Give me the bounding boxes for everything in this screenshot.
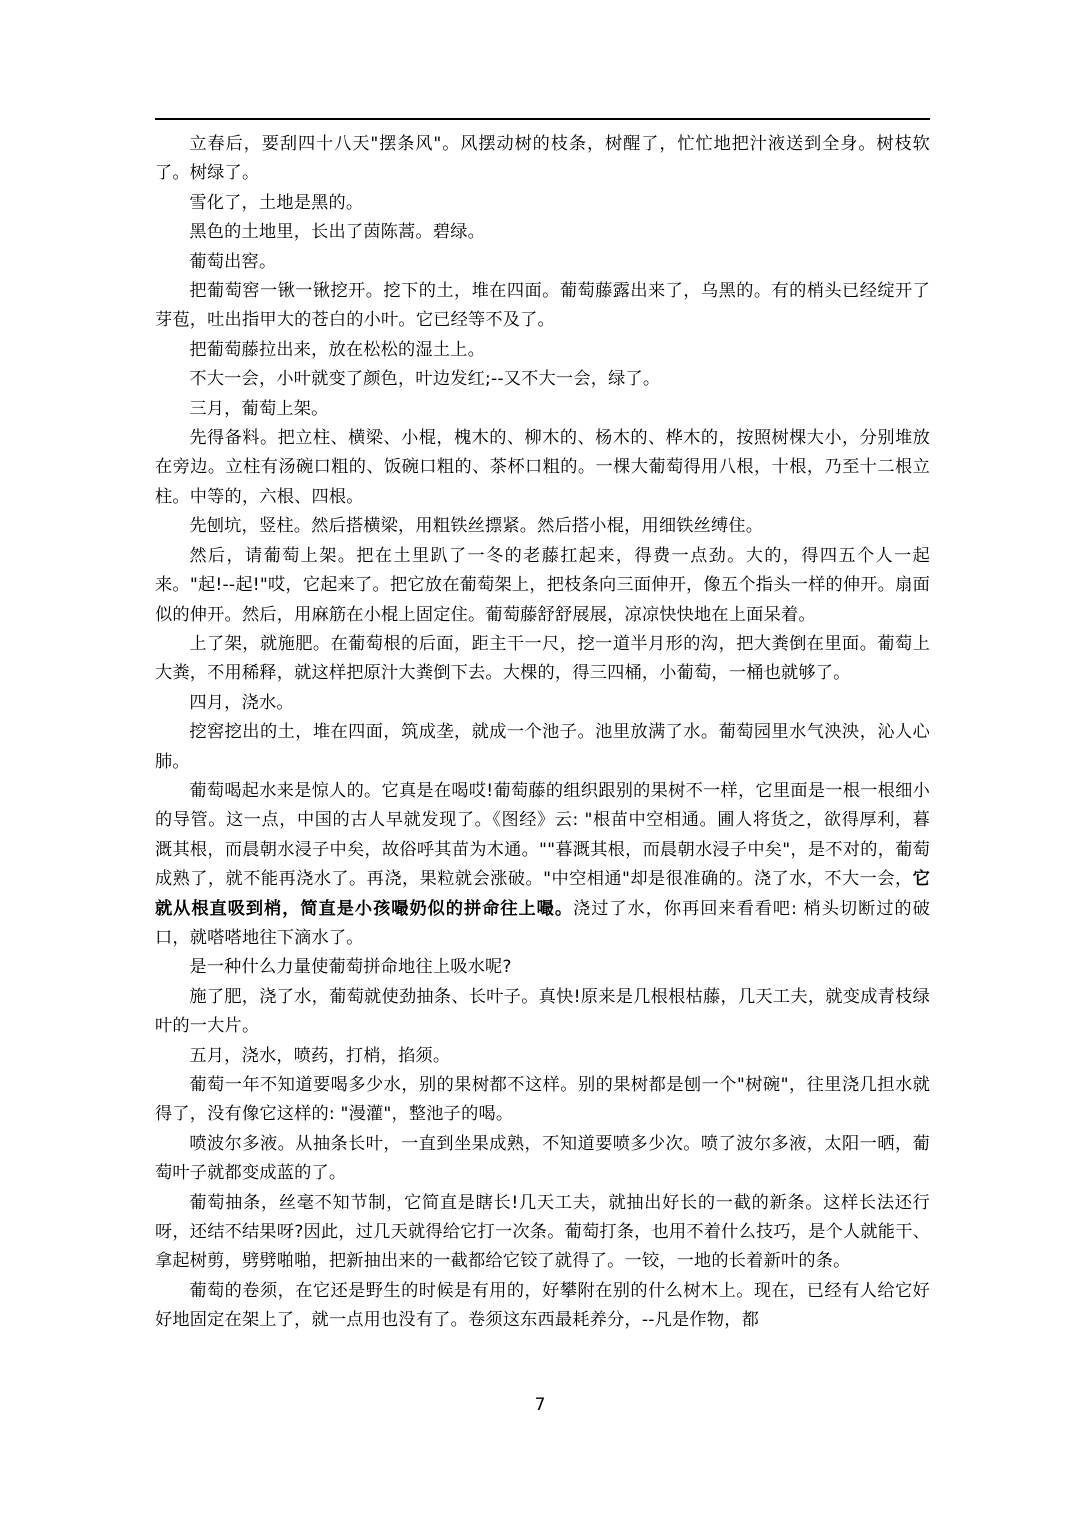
paragraph-with-emphasis — [155, 777, 930, 953]
paragraph: 四月，浇水。 — [189, 692, 294, 713]
paragraph: 不大一会，小叶就变了颜色，叶边发红;--又不大一会，绿了。 — [189, 369, 661, 390]
paragraph: 把葡萄窖一锹一锹挖开。挖下的土，堆在四面。葡萄藤露出来了，乌黑的。有的梢头已经绽开了芽苞，吐出指甲大的苍白的小叶。它已经等不及了。 — [155, 281, 930, 331]
paragraph-text-part1: 葡萄喝起水来是惊人的。它真是在喝哎!葡萄藤的组织跟别的果树不一样，它里面是一根一根细小的导管。这一点，中国的古人早就发现了。《图经》云: "根苗中空相通。圃人将货之，欲得厚利，暮溉其根，而晨朝水浸子中矣，故俗呼其苗为木通。""暮溉其根，而晨朝水浸子中矣"，是不对的，葡萄成熟了，就不能再浇水了。再浇，果粒就会涨破。"中空相通"却是很准确的。浇了水，不大一会， — [155, 780, 930, 890]
paragraph: 三月，葡萄上架。 — [189, 398, 329, 419]
paragraph: 先刨坑，竖柱。然后搭横梁，用粗铁丝摽紧。然后搭小棍，用细铁丝缚住。 — [189, 516, 764, 537]
page-number: 7 — [534, 1395, 546, 1415]
header-rule — [155, 118, 930, 120]
paragraph: 然后，请葡萄上架。把在土里趴了一冬的老藤扛起来，得费一点劲。大的，得四五个人一起来。"起!--起!"哎，它起来了。把它放在葡萄架上，把枝条向三面伸开，像五个指头一样的伸开。扇面似的伸开。然后，用麻筋在小棍上固定住。葡萄藤舒舒展展，凉凉快快地在上面呆着。 — [155, 545, 930, 625]
paragraph-text-part2: 浇过了水，你再回来看看吧: 梢头切断过的破口，就嗒嗒地往下滴水了。 — [155, 898, 930, 948]
paragraph: 是一种什么力量使葡萄拼命地往上吸水呢? — [189, 957, 512, 978]
paragraph: 上了架，就施肥。在葡萄根的后面，距主干一尺，挖一道半月形的沟，把大粪倒在里面。葡萄上大粪，不用稀释，就这样把原汁大粪倒下去。大棵的，得三四桶，小葡萄，一桶也就够了。 — [155, 633, 930, 684]
paragraph: 五月，浇水，喷药，打梢，掐须。 — [189, 1045, 451, 1066]
paragraph: 黑色的土地里，长出了茵陈蒿。碧绿。 — [189, 222, 485, 243]
paragraph: 葡萄抽条，丝毫不知节制，它简直是瞎长!几天工夫，就抽出好长的一截的新条。这样长法还行呀，还结不结果呀?因此，过几天就得给它打一次条。葡萄打条，也用不着什么技巧，是个人就能干、拿起树剪，劈劈啪啪，把新抽出来的一截都给它铰了就得了。一铰，一地的长着新叶的条。 — [155, 1192, 930, 1272]
page-content — [155, 118, 930, 1336]
paragraph: 先得备料。把立柱、横梁、小棍，槐木的、柳木的、杨木的、桦木的，按照树棵大小，分别堆放在旁边。立柱有汤碗口粗的、饭碗口粗的、茶杯口粗的。一棵大葡萄得用八根，十根，乃至十二根立柱。中等的，六根、四根。 — [155, 428, 930, 507]
paragraph: 立春后，要刮四十八天"摆条风"。风摆动树的枝条，树醒了，忙忙地把汁液送到全身。树枝软了。树绿了。 — [155, 134, 930, 184]
paragraph: 葡萄一年不知道要喝多少水，别的果树都不这样。别的果树都是刨一个"树碗"，往里浇几担水就得了，没有像它这样的: "漫灌"，整池子的喝。 — [155, 1075, 930, 1125]
paragraph: 雪化了，土地是黑的。 — [189, 192, 364, 213]
paragraph: 葡萄出窖。 — [189, 251, 277, 272]
paragraph: 挖窖挖出的土，堆在四面，筑成垄，就成一个池子。池里放满了水。葡萄园里水气泱泱，沁人心肺。 — [155, 722, 930, 772]
paragraph: 喷波尔多液。从抽条长叶，一直到坐果成熟，不知道要喷多少次。喷了波尔多液，太阳一晒，葡萄叶子就都变成蓝的了。 — [155, 1133, 930, 1184]
emphasized-text: 它就从根直吸到梢，简直是小孩嘬奶似的拼命往上嘬。 — [155, 869, 930, 919]
paragraph: 葡萄的卷须，在它还是野生的时候是有用的，好攀附在别的什么树木上。现在，已经有人给它好好地固定在架上了，就一点用也没有了。卷须这东西最耗养分，--凡是作物，都 — [155, 1280, 930, 1331]
paragraph: 把葡萄藤拉出来，放在松松的湿土上。 — [189, 339, 485, 360]
paragraph: 施了肥，浇了水，葡萄就使劲抽条、长叶子。真快!原来是几根根枯藤，几天工夫，就变成青枝绿叶的一大片。 — [155, 986, 930, 1037]
